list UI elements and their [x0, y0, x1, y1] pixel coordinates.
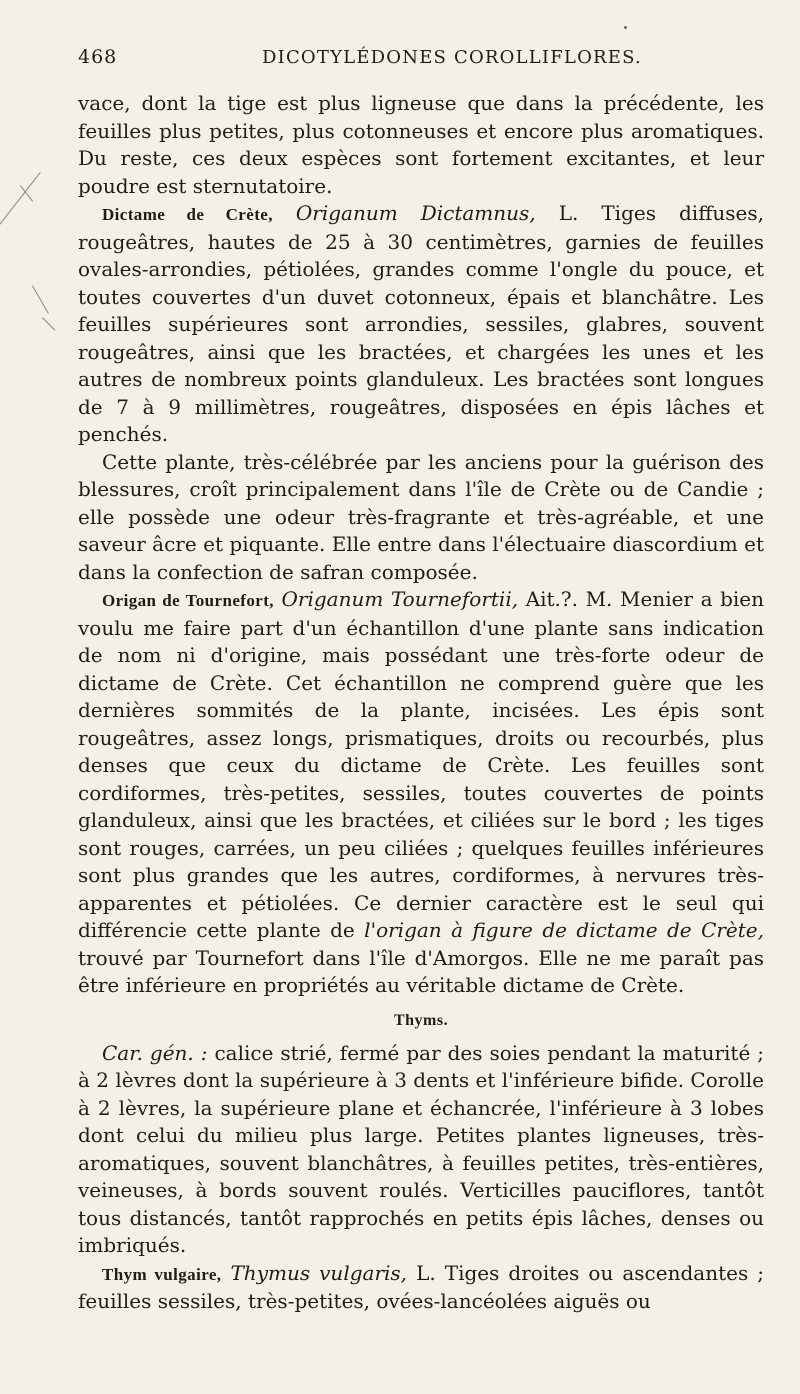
latin-name: Origanum Tournefortii, — [281, 587, 519, 611]
paragraph-dictame-de-crete — [78, 200, 764, 449]
paragraph-text: L. Tiges diffuses, rougeâtres, hautes de 25 à 30 centimètres, garnies de feuilles ovales-arrondies, pétiolées, grandes comme l'ongle du pouce, et toutes couvertes d'un duvet cotonneux, épais et blanchâtre. Les feuilles supérieures sont arrondies, sessiles, glabres, souvent rougeâtres, ainsi que les bractées, et chargées les unes et les autres de nombreux points glanduleux. Les bractées sont longues de 7 à 9 millimètres, rougeâtres, disposées en épis lâches et penchés. — [78, 201, 765, 446]
entry-name: Origan de Tournefort, — [102, 591, 274, 610]
latin-name: Thymus vulgaris, — [230, 1260, 408, 1285]
page-number: 468 — [78, 46, 118, 68]
margin-pencil-mark — [0, 172, 41, 236]
page-body — [78, 90, 764, 1316]
latin-name: Origanum Dictamnus, — [295, 201, 536, 225]
section-title: Thyms. — [393, 1011, 449, 1029]
page-speck — [624, 26, 627, 29]
paragraph-text: Ait.?. M. Menier a bien voulu me faire part d'un échantillon d'une plante sans indication de nom ni d'origine, mais possédant une très-forte odeur de dictame de Crète. Cet échantillon ne comprend guère que les dernières sommités de la plante, incisées. Les épis sont rougeâtres, assez longs, prismatiques, droits ou recourbés, plus denses que ceux du dictame de Crète. Les feuilles sont cordiformes, très-petites, sessiles, toutes couvertes de points glanduleux, ainsi que les bractées, et ciliées sur le bord ; les tiges sont rouges, carrées, un peu ciliées ; quelques feuilles inférieures sont plus grandes que les autres, cordiformes, à nervures très-apparentes et pétiolées. Ce dernier caractère est le seul qui différencie cette plante de — [78, 587, 765, 942]
paragraph-dictame-usage: Cette plante, très-célébrée par les anciens pour la guérison des blessures, croît principalement dans l'île de Crète ou de Candie ; elle possède une odeur très-fragrante et très-agréable, et une saveur âcre et piquante. Elle entre dans l'électuaire diascordium et dans la confection de safran composée. — [78, 449, 764, 584]
margin-pencil-mark — [32, 286, 49, 314]
page-header — [78, 46, 764, 80]
paragraph-continuation: vace, dont la tige est plus ligneuse que dans la précédente, les feuilles plus petites, plus cotonneuses et encore plus aromatiques. Du reste, ces deux espèces sont fortement excitantes, et leur poudre est sternutatoire. — [78, 91, 764, 198]
entry-name: Thym vulgaire, — [102, 1264, 222, 1284]
paragraph-origan-de-tournefort — [78, 586, 764, 1000]
character-lead: Car. gén. : — [102, 1040, 208, 1065]
paragraph-thyms-characters — [78, 1040, 764, 1260]
running-title: DICOTYLÉDONES COROLLIFLORES. — [262, 47, 642, 68]
paragraph-text: calice strié, fermé par des soies pendant la maturité ; à 2 lèvres dont la supérieure à 3 dents et l'inférieure bifide. Corolle à 2 lèvres, la supérieure plane et échancrée, l'inférieure à 3 lobes dont celui du milieu plus large. Petites plantes ligneuses, très-aromatiques, souvent blanchâtres, à feuilles petites, très-entières, veineuses, à bords souvent roulés. Verticilles pauciflores, tantôt tous distancés, tantôt rapprochés en petits épis lâches, denses ou imbriqués. — [78, 1040, 764, 1257]
paragraph-text-end: trouvé par Tournefort dans l'île d'Amorgos. Elle ne me paraît pas être inférieure en propriétés au véritable dictame de Crète. — [78, 945, 764, 997]
paragraph-text: L. Tiges droites ou ascendantes ; feuilles sessiles, très-petites, ovées-lancéolées aiguës ou — [78, 1260, 764, 1313]
margin-pencil-mark — [42, 317, 55, 330]
entry-name: Dictame de Crète, — [102, 205, 273, 224]
paragraph-thym-vulgaire — [78, 1260, 764, 1316]
italic-reference: l'origan à figure de dictame de Crète, — [364, 918, 764, 942]
